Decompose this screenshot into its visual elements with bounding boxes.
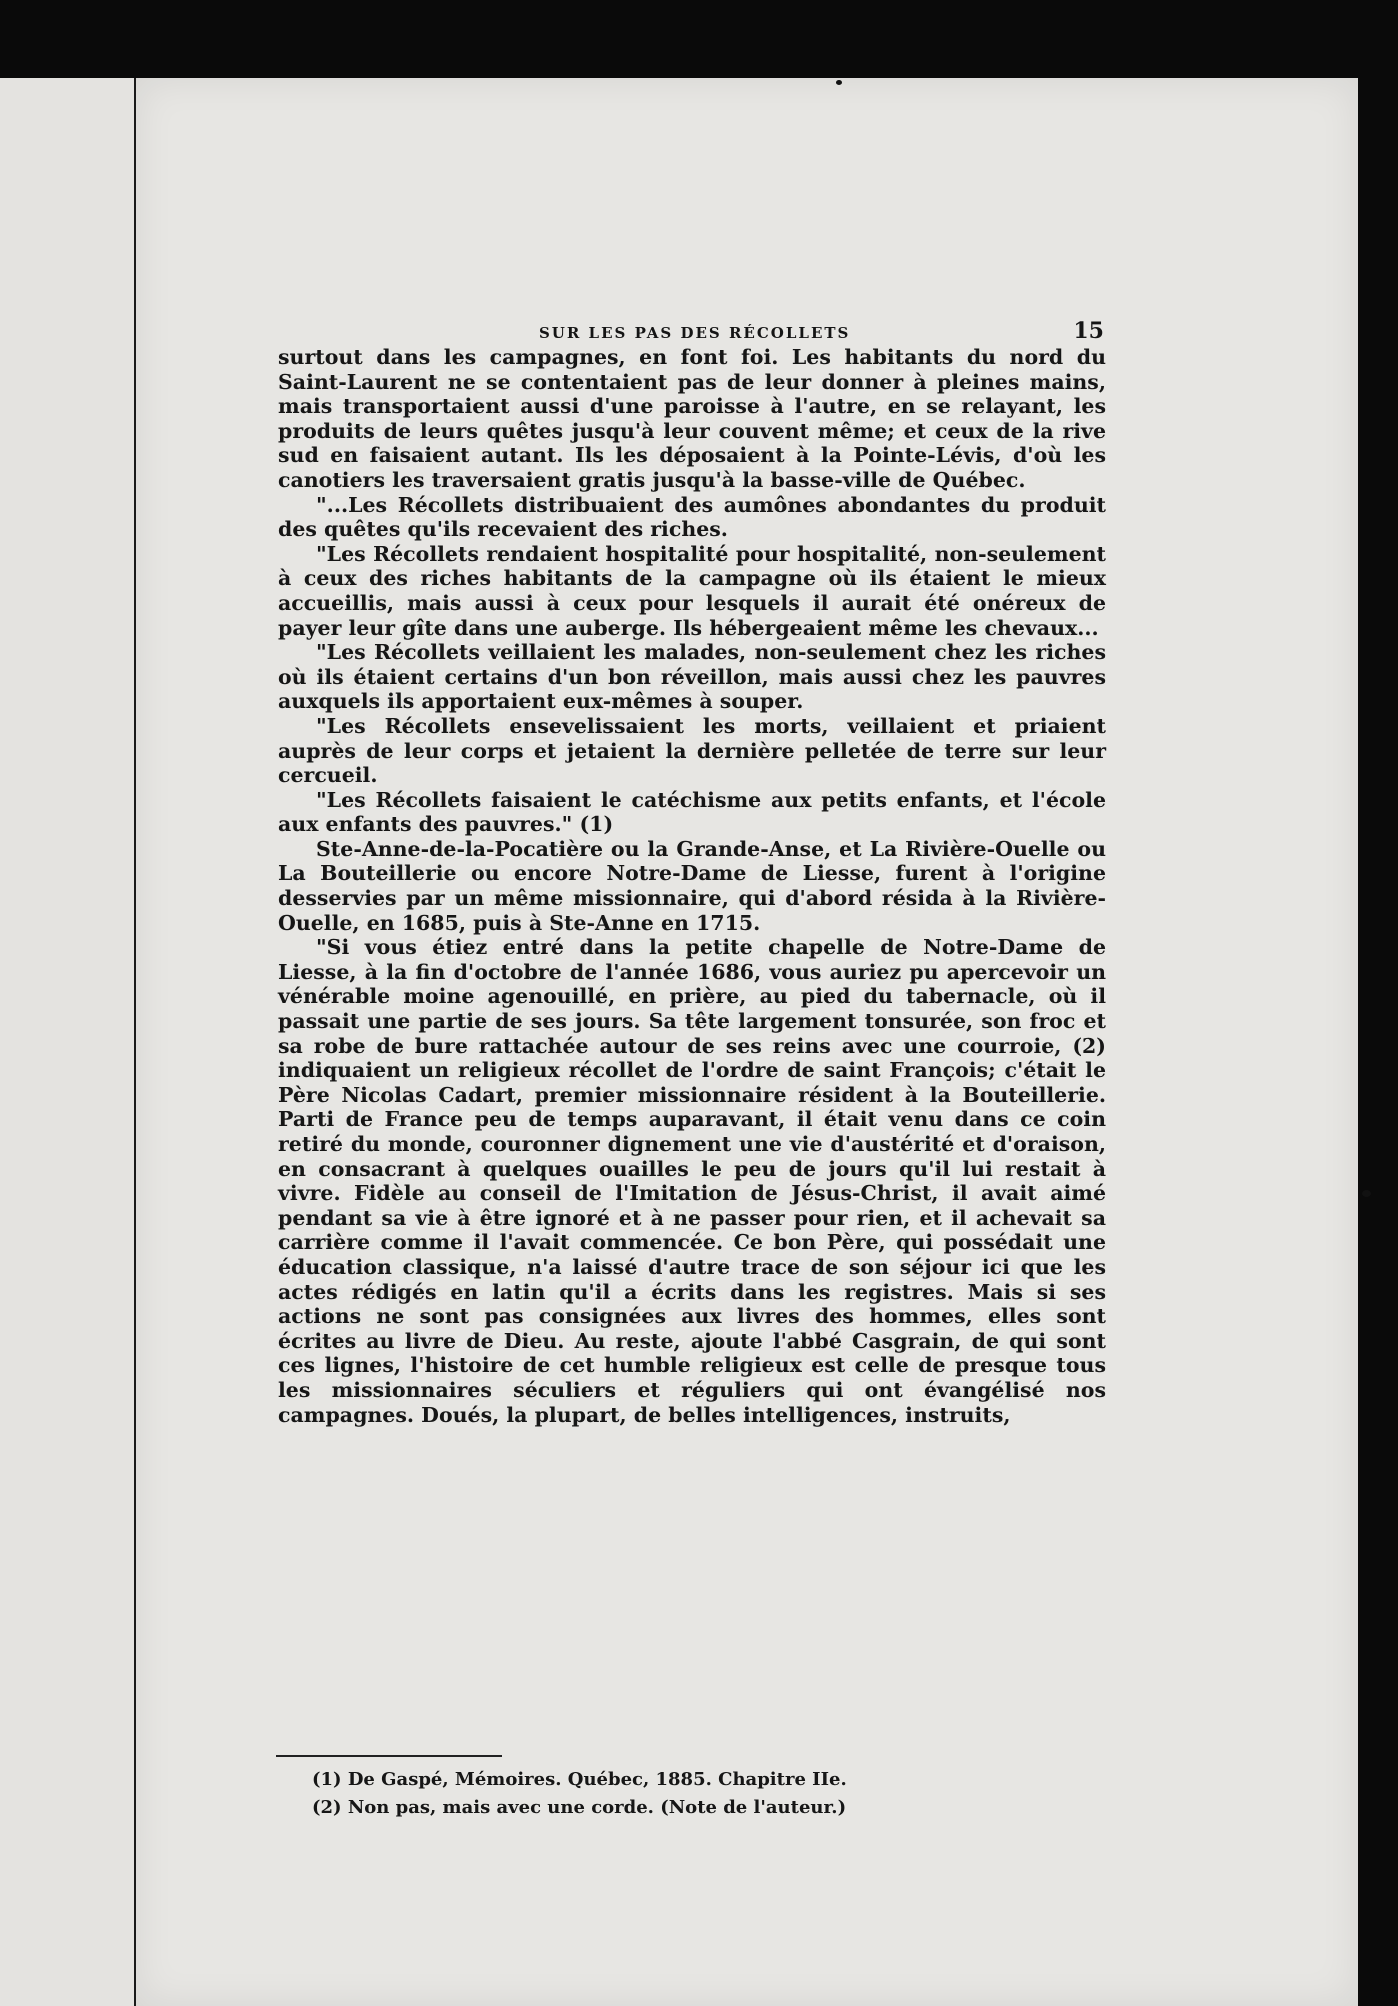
page-speck — [1362, 1190, 1371, 1197]
paragraph: "Les Récollets veillaient les malades, non-seulement chez les riches où ils étaient certains d'un bon réveillon, mais aussi chez les pauvres auxquels ils apportaient eux-mêmes à souper. — [278, 640, 1106, 714]
paragraph: "Les Récollets faisaient le catéchisme aux petits enfants, et l'école aux enfants des pauvres." (1) — [278, 787, 1106, 837]
page-edge-shadow — [1358, 100, 1398, 2006]
page-number: 15 — [1073, 318, 1104, 344]
page-speck — [836, 80, 842, 85]
paragraph: Ste-Anne-de-la-Pocatière ou la Grande-Anse, et La Rivière-Ouelle ou La Bouteillerie ou encore Notre-Dame de Liesse, furent à l'origine desservies par un même missionnaire, qui d'abord résida à la Rivière-Ouelle, en 1685, puis à Ste-Anne en 1715. — [278, 836, 1106, 935]
footnote: (2) Non pas, mais avec une corde. (Note de l'auteur.) — [312, 1797, 847, 1818]
footnotes — [312, 1766, 1072, 1822]
footnote-rule — [276, 1755, 502, 1757]
paragraph: "Si vous étiez entré dans la petite chapelle de Notre-Dame de Liesse, à la fin d'octobre de l'année 1686, vous auriez pu apercevoir un vénérable moine agenouillé, en prière, au pied du tabernacle, où il passait une partie de ses jours. Sa tête largement tonsurée, son froc et sa robe de bure rattachée autour de ses reins avec une courroie, (2) indiquaient un religieux récollet de l'ordre de saint François; c'était le Père Nicolas Cadart, premier missionnaire résident à la Bouteillerie. Parti de France peu de temps auparavant, il était venu dans ce coin retiré du monde, couronner dignement une vie d'austérité et d'oraison, en consacrant à quelques ouailles le peu de jours qu'il lui restait à vivre. Fidèle au conseil de l'Imitation de Jésus-Christ, il avait aimé pendant sa vie à être ignoré et à ne passer pour rien, et il achevait sa carrière comme il l'avait commencée. Ce bon Père, qui possédait une éducation classique, n'a laissé d'autre trace de son séjour ici que les actes rédigés en latin qu'il a écrits dans les registres. Mais si ses actions ne sont pas consignées aux livres des hommes, elles sont écrites au livre de Dieu. Au reste, ajoute l'abbé Casgrain, de qui sont ces lignes, l'histoire de cet humble religieux est celle de presque tous les missionnaires séculiers et réguliers qui ont évangélisé nos campagnes. Doués, la plupart, de belles intelligences, instruits, — [278, 935, 1106, 1427]
paragraph: "Les Récollets rendaient hospitalité pour hospitalité, non-seulement à ceux des riches habitants de la campagne où ils étaient le mieux accueillis, mais aussi à ceux pour lesquels il aurait été onéreux de payer leur gîte dans une auberge. Ils hébergeaient même les chevaux... — [278, 541, 1106, 640]
page-header — [276, 318, 1104, 344]
footnote: (1) De Gaspé, Mémoires. Québec, 1885. Chapitre IIe. — [312, 1769, 847, 1790]
left-page-margin — [0, 78, 136, 2006]
paragraph: "...Les Récollets distribuaient des aumônes abondantes du produit des quêtes qu'ils recevaient des riches. — [278, 492, 1106, 542]
paragraph: surtout dans les campagnes, en font foi. Les habitants du nord du Saint-Laurent ne se contentaient pas de leur donner à pleines mains, mais transportaient aussi d'une paroisse à l'autre, en se relayant, les produits de leurs quêtes jusqu'à leur couvent même; et ceux de la rive sud en faisaient autant. Ils les déposaient à la Pointe-Lévis, d'où les canotiers les traversaient gratis jusqu'à la basse-ville de Québec. — [278, 345, 1106, 492]
running-head: SUR LES PAS DES RÉCOLLETS — [538, 324, 851, 342]
paragraph: "Les Récollets ensevelissaient les morts, veillaient et priaient auprès de leur corps et jetaient la dernière pelletée de terre sur leur cercueil. — [278, 713, 1106, 788]
body-text — [278, 345, 1106, 1427]
